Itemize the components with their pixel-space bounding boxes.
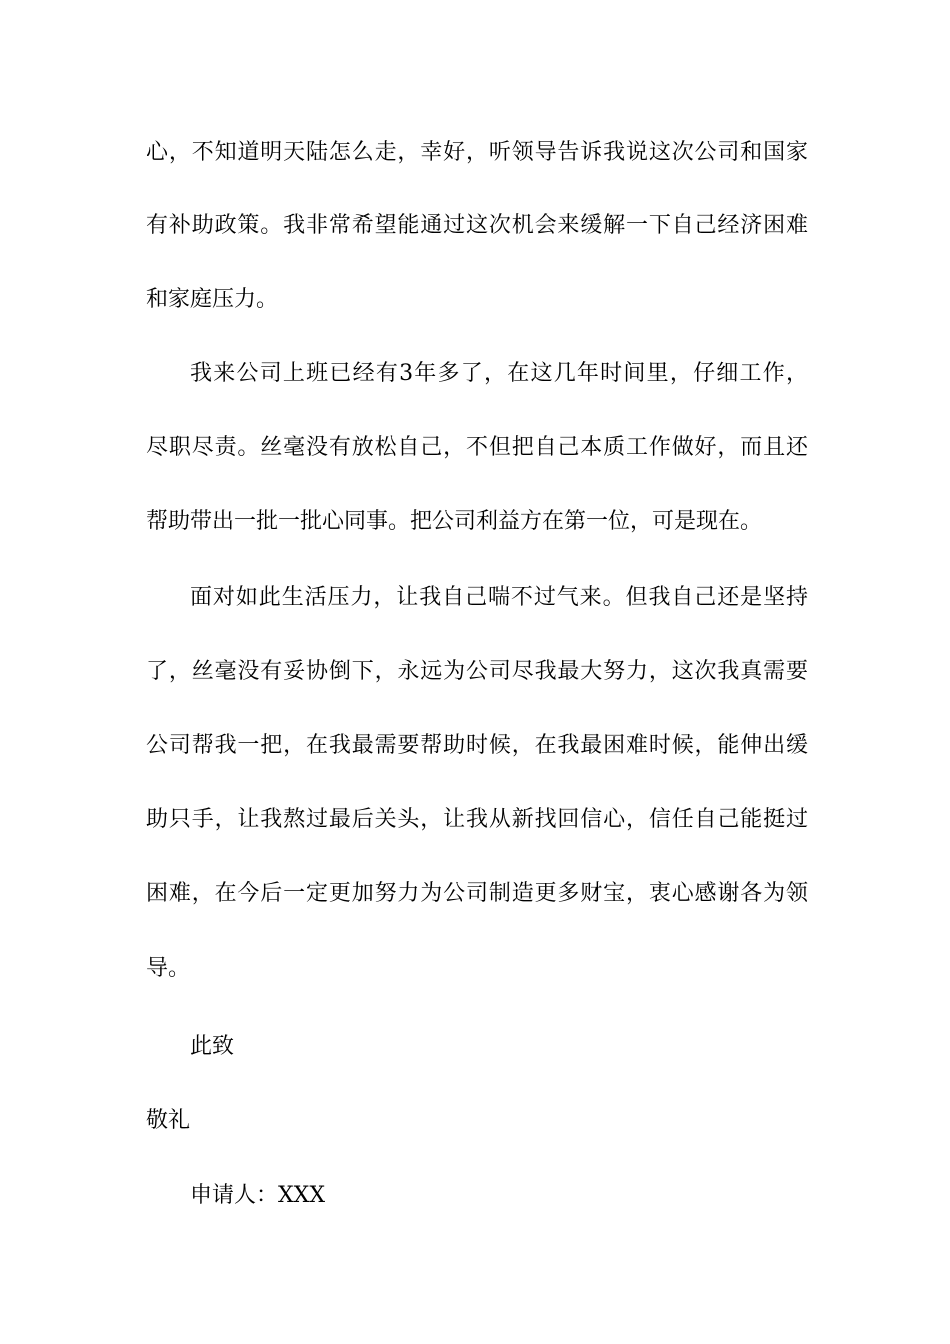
- paragraph-3-line-2: 了，丝毫没有妥协倒下，永远为公司尽我最大努力，这次我真需要: [146, 659, 808, 684]
- paragraph-3-line-1: 面对如此生活压力，让我自己喘不过气来。但我自己还是坚持: [190, 585, 808, 610]
- signature-text: 申请人：XXX: [190, 1183, 325, 1208]
- paragraph-2-line-2: 尽职尽责。丝毫没有放松自己，不但把自己本质工作做好，而且还: [146, 435, 808, 460]
- closing-text: 此致: [190, 1034, 235, 1059]
- paragraph-3-line-4: 助只手，让我熬过最后关头，让我从新找回信心，信任自己能挺过: [146, 807, 808, 832]
- paragraph-3-line-3: 公司帮我一把，在我最需要帮助时候，在我最困难时候，能伸出缓: [146, 733, 808, 758]
- paragraph-3-line-5: 困难，在今后一定更加努力为公司制造更多财宝，衷心感谢各为领: [146, 881, 808, 906]
- paragraph-2-line-3: 帮助带出一批一批心同事。把公司利益方在第一位，可是现在。: [146, 509, 763, 534]
- paragraph-2-line-1: 我来公司上班已经有3年多了，在这几年时间里，仔细工作，: [190, 361, 808, 386]
- paragraph-3-line-6: 导。: [146, 956, 191, 981]
- salutation-text: 敬礼: [146, 1108, 191, 1133]
- paragraph-1-line-2: 有补助政策。我非常希望能通过这次机会来缓解一下自己经济困难: [146, 213, 808, 238]
- paragraph-1-line-1: 心，不知道明天陆怎么走，幸好，听领导告诉我说这次公司和国家: [146, 140, 808, 165]
- paragraph-1-line-3: 和家庭压力。: [146, 287, 279, 312]
